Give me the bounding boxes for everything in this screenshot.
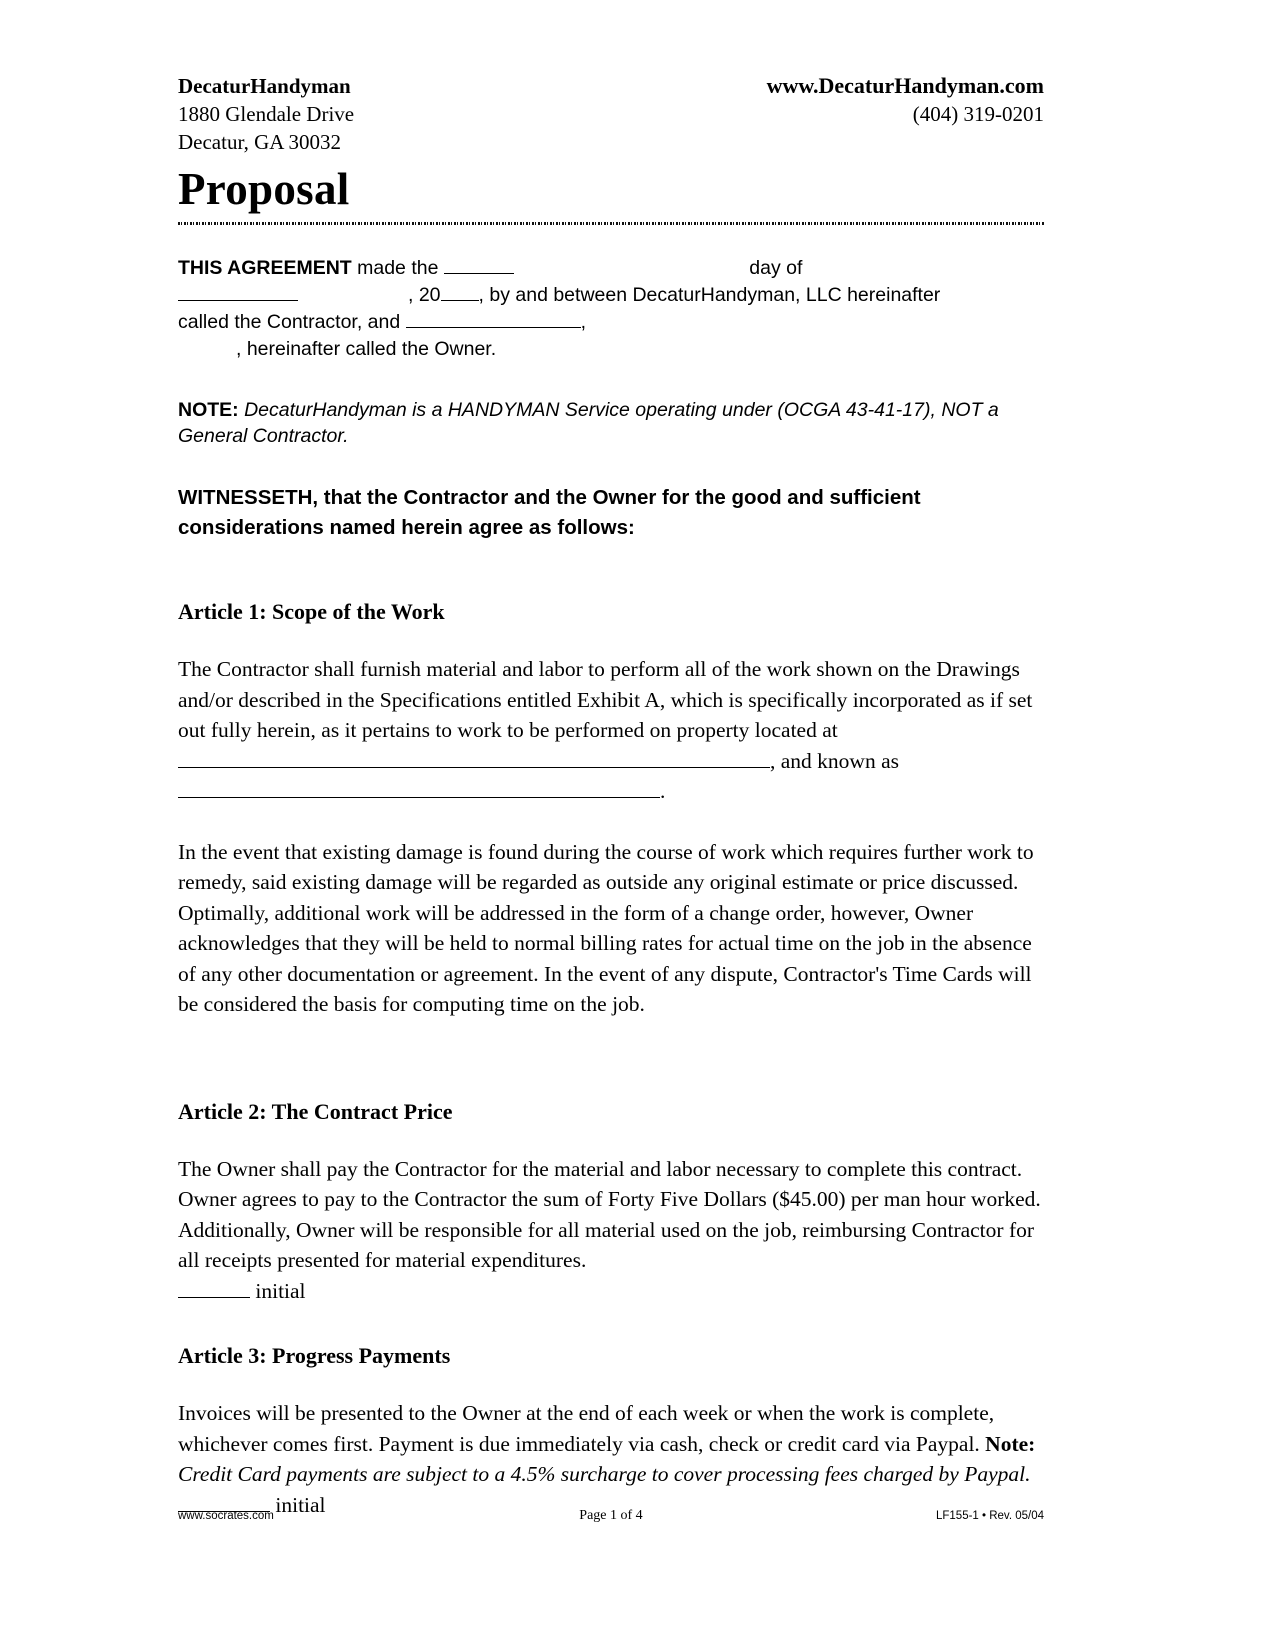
page-title: Proposal (178, 164, 350, 214)
contact-info (767, 72, 1044, 128)
agreement-part7: , hereinafter called the Owner. (236, 338, 497, 360)
article-2-initial-blank-field[interactable] (178, 1297, 250, 1298)
spacer (178, 807, 1044, 837)
year-blank-field[interactable] (441, 300, 479, 301)
article-2-heading: Article 2: The Contract Price (178, 1098, 453, 1124)
agreement-part5: called the Contractor, and (178, 311, 406, 333)
article-3-paragraph-1 (178, 1398, 1044, 1520)
handyman-note (178, 363, 1044, 449)
header-row (178, 72, 1044, 156)
agreement-part4: , by and between DecaturHandyman, LLC hereinafter (478, 284, 941, 306)
article-3-heading: Article 3: Progress Payments (178, 1343, 451, 1368)
company-phone: (404) 319-0201 (912, 102, 1044, 126)
article-1-heading: Article 1: Scope of the Work (178, 599, 445, 624)
footer-source-url[interactable]: www.socrates.com (178, 1510, 274, 1522)
agreement-part6: , (580, 311, 587, 333)
article-3-initial-label: initial (270, 1492, 326, 1517)
agreement-intro (178, 255, 1044, 363)
article-2-paragraph-1 (178, 1154, 1044, 1307)
document-body (178, 255, 1044, 1520)
month-blank-field[interactable] (178, 300, 298, 301)
article-3-para1-text: Invoices will be presented to the Owner at the end of each week or when the work is complete, whichever comes first. Payment is due immediately via cash, check or credit card via Paypal. (178, 1401, 995, 1456)
document-header (178, 72, 1044, 214)
owner-name-blank-field[interactable] (406, 327, 581, 328)
spacer (178, 1370, 1044, 1398)
witnesseth-statement: WITNESSETH, that the Contractor and the Owner for the good and sufficient considerations named herein agree as follows: (178, 486, 921, 539)
article-1-para1-text-a: The Contractor shall furnish material and labor to perform all of the work shown on the Drawings and/or described in the Specifications entitled Exhibit A, which is specifically incorporated as if set out fully herein, as it pertains to work to be performed on property located at (178, 657, 1033, 742)
header-divider (178, 222, 1044, 225)
note-text: DecaturHandyman is a HANDYMAN Service operating under (OCGA 43-41-17), NOT a General Contractor. (178, 399, 999, 447)
article-1-paragraph-1 (178, 654, 1044, 807)
article-1-para1-text-b: , and known as (770, 748, 899, 773)
note-label: NOTE: (178, 399, 239, 421)
spacer (178, 1126, 1044, 1154)
agreement-part1: made the (351, 257, 444, 279)
agreement-lead-bold: THIS AGREEMENT (178, 257, 352, 279)
footer-form-code: LF155-1 • Rev. 05/04 (935, 1510, 1044, 1522)
company-website[interactable]: www.DecaturHandyman.com (766, 73, 1044, 98)
spacer (178, 543, 1044, 598)
article-3-note-italic: Credit Card payments are subject to a 4.5% surcharge to cover processing fees charged by Paypal. (178, 1462, 1031, 1486)
article-1-paragraph-2: In the event that existing damage is found during the course of work which requires further work to remedy, said existing damage will be regarded as outside any original estimate or price discussed. Optimally, additional work will be addressed in the form of a change order, however, Owner acknowledges that they will be held to normal billing rates for actual time on the job in the absence of any other documentation or agreement. In the event of any dispute, Contractor's Time Cards will be considered the basis for computing time on the job. (178, 839, 1034, 1016)
article-2-initial-label: initial (250, 1278, 306, 1303)
company-address-line2: Decatur, GA 30032 (178, 130, 342, 154)
article-2-para1-text: The Owner shall pay the Contractor for the material and labor necessary to complete this contract. Owner agrees to pay to the Contractor the sum of Forty Five Dollars ($45.00) per man hour worked. Additionally, Owner will be responsible for all material used on the job, reimbursing Contractor for all receipts presented for material expenditures. (178, 1156, 1041, 1272)
spacer (178, 1020, 1044, 1098)
day-blank-field[interactable] (444, 273, 514, 274)
property-known-as-blank-field[interactable] (178, 797, 660, 798)
property-location-blank-field[interactable] (178, 767, 770, 768)
article-1-para1-text-c: . (660, 779, 666, 803)
agreement-part2: day of (743, 257, 803, 279)
company-address-line1: 1880 Glendale Drive (178, 102, 355, 126)
document-footer (178, 1508, 1044, 1524)
footer-page-number: Page 1 of 4 (579, 1508, 643, 1523)
company-name: DecaturHandyman (178, 74, 351, 98)
spacer (178, 1306, 1044, 1342)
company-info (178, 72, 354, 156)
agreement-part3: , 20 (408, 284, 441, 306)
spacer (178, 626, 1044, 654)
article-3-note-label: Note: (985, 1431, 1036, 1456)
